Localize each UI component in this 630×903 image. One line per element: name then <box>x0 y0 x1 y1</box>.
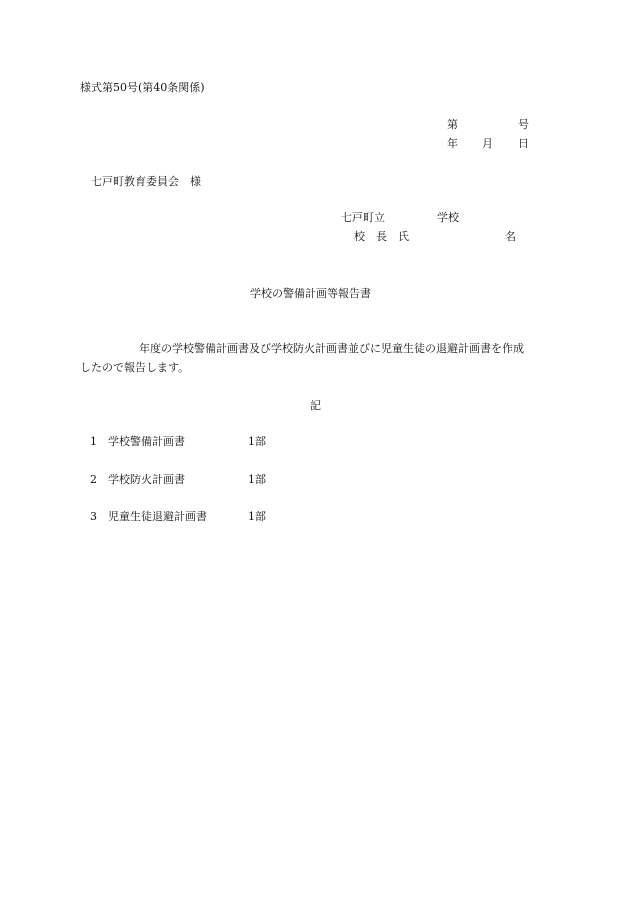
sender-school-prefix: 七戸町立 <box>341 211 385 224</box>
principal-name-suffix: 名 <box>505 230 516 243</box>
sender-school-suffix: 学校 <box>437 211 459 224</box>
form-number: 様式第50号(第40条関係) <box>80 81 205 94</box>
date-year-label: 年 <box>447 137 458 150</box>
body-text-line-1: 年度の学校警備計画書及び学校防火計画書並びに児童生徒の退避計画書を作成 <box>139 342 524 355</box>
date-day-label: 日 <box>518 137 529 150</box>
body-text-line-2: したので報告します。 <box>80 361 190 374</box>
item-number: 2 <box>90 473 97 486</box>
document-title: 学校の警備計画等報告書 <box>250 287 371 300</box>
principal-label: 校 長 氏 <box>354 230 409 243</box>
ki-heading: 記 <box>310 399 321 412</box>
item-name: 児童生徒退避計画書 <box>108 510 207 523</box>
item-count: 1部 <box>248 435 266 448</box>
item-number: 1 <box>90 435 97 448</box>
addressee: 七戸町教育委員会 様 <box>91 175 201 188</box>
item-name: 学校警備計画書 <box>108 435 185 448</box>
doc-number-suffix: 号 <box>518 118 529 131</box>
item-name: 学校防火計画書 <box>108 473 185 486</box>
doc-number-prefix: 第 <box>447 118 458 131</box>
item-number: 3 <box>90 510 97 523</box>
item-count: 1部 <box>248 473 266 486</box>
item-count: 1部 <box>248 510 266 523</box>
date-month-label: 月 <box>482 137 493 150</box>
